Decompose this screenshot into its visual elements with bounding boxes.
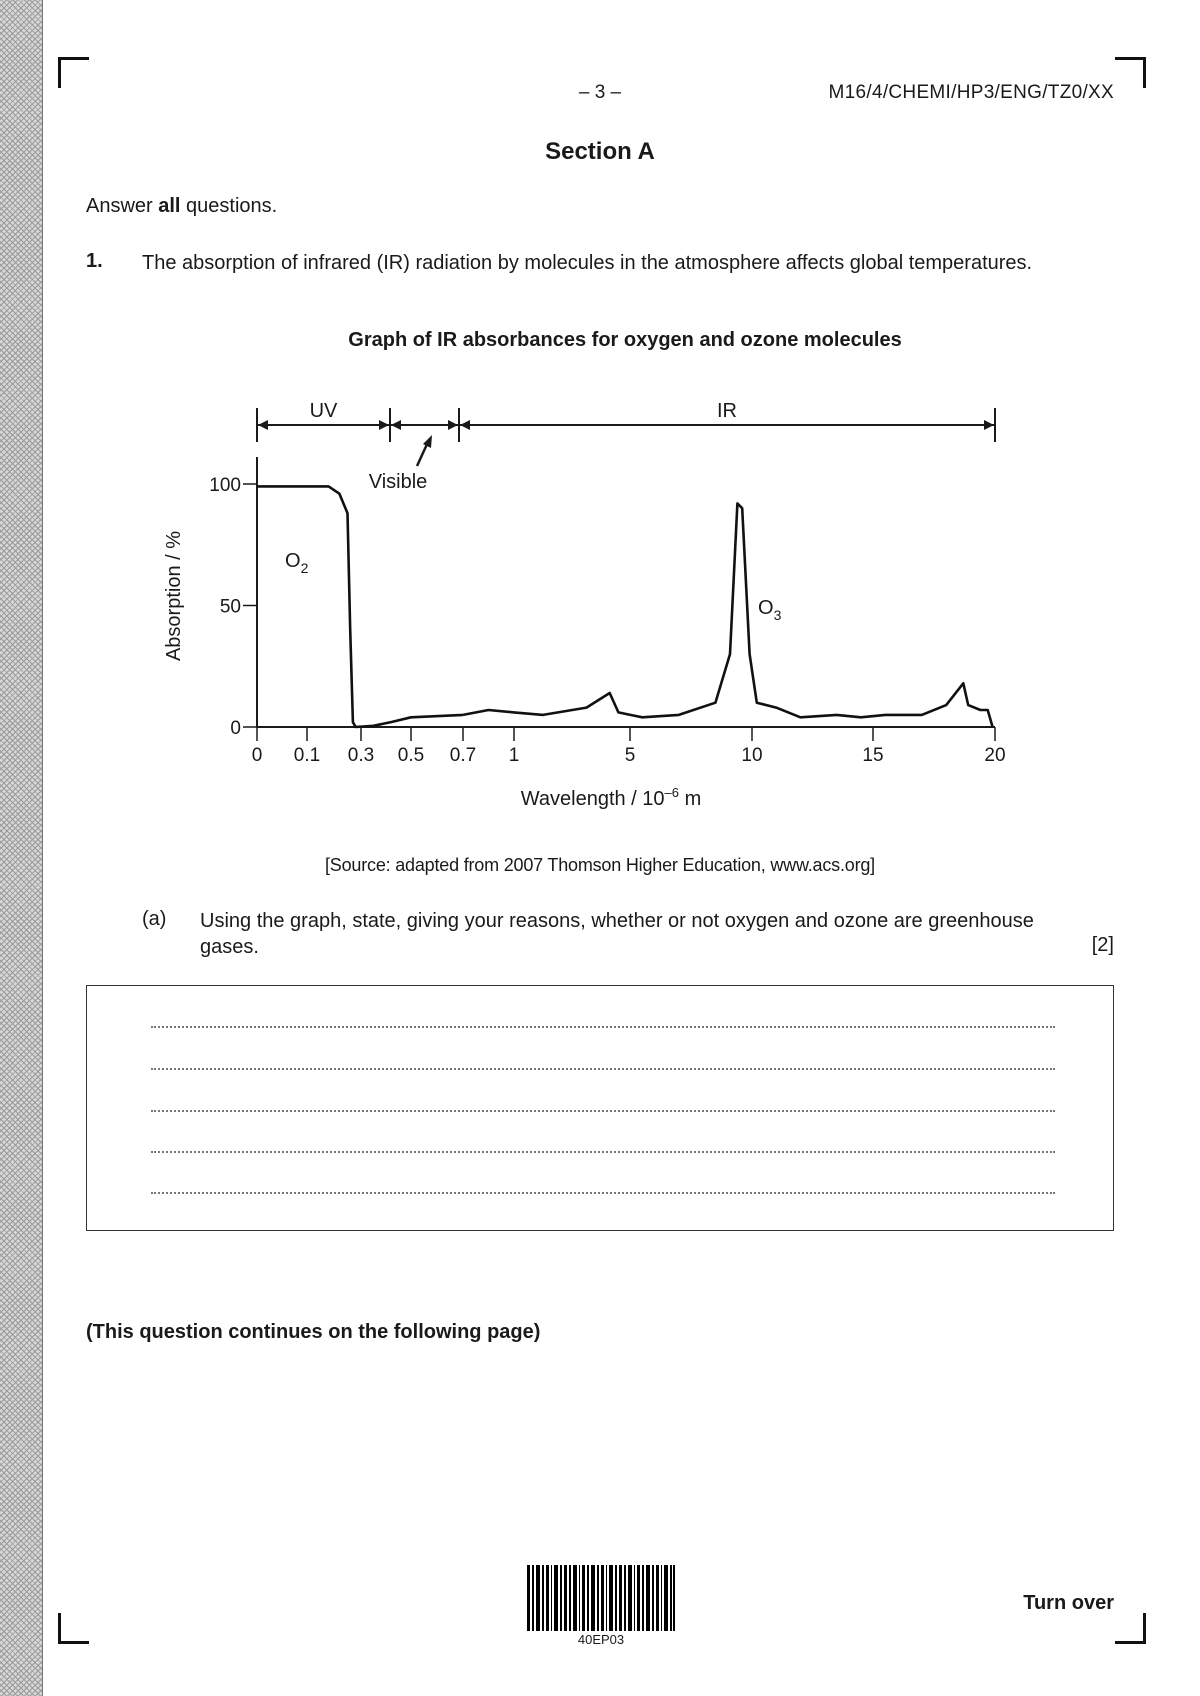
series-label: $O_2$ (285, 550, 309, 576)
continuation-note: (This question continues on the following page) (86, 1321, 541, 1343)
sub-question-text: Using the graph, state, giving your reasons, whether or not oxygen and ozone are greenhouse gases. (200, 910, 1034, 958)
x-tick-label: 15 (862, 745, 884, 766)
answer-box[interactable] (86, 985, 1114, 1231)
region-label-uv: UV (309, 400, 338, 422)
question-number: 1. (86, 250, 103, 272)
answer-line[interactable] (151, 1026, 1055, 1028)
x-tick-label: 0.7 (449, 745, 477, 766)
region-label-visible: Visible (368, 471, 428, 493)
x-tick-label: 1 (508, 745, 520, 766)
region-arrow (448, 420, 458, 430)
section-title: Section A (545, 138, 655, 165)
y-axis-label: Absorption / % (163, 530, 185, 662)
page-number: – 3 – (578, 82, 622, 103)
sub-question-letter: (a) (142, 908, 167, 930)
x-tick-label: 0.3 (347, 745, 375, 766)
question-text: The absorption of infrared (IR) radiation by molecules in the atmosphere affects global temperatures. (142, 252, 1033, 274)
answer-line[interactable] (151, 1068, 1055, 1070)
series-line-o2 (257, 486, 463, 727)
visible-pointer-head (423, 435, 432, 448)
region-arrow (391, 420, 401, 430)
x-axis-label: Wavelength / $10^{-6}$ m (520, 785, 702, 810)
graph-title: Graph of IR absorbances for oxygen and ozone molecules (348, 329, 902, 351)
y-tick-label: 0 (230, 718, 241, 739)
x-tick-label: 0.5 (397, 745, 425, 766)
x-tick-label: 0 (251, 745, 263, 766)
paper-code: M16/4/CHEMI/HP3/ENG/TZ0/XX (828, 82, 1114, 103)
barcode (527, 1565, 675, 1631)
region-arrow (379, 420, 389, 430)
region-arrow (460, 420, 470, 430)
series-label: $O_3$ (758, 597, 782, 623)
x-tick-label: 10 (741, 745, 763, 766)
x-tick-label: 5 (624, 745, 636, 766)
barcode-text: 40EP03 (577, 1632, 625, 1647)
region-arrow (984, 420, 994, 430)
graph-source: [Source: adapted from 2007 Thomson Higher Education, www.acs.org] (325, 855, 875, 875)
instruction-pre: Answer (86, 195, 159, 217)
series-line-o3 (463, 503, 993, 727)
answer-line[interactable] (151, 1192, 1055, 1194)
region-arrow (258, 420, 268, 430)
x-tick-label: 20 (984, 745, 1006, 766)
answer-line[interactable] (151, 1110, 1055, 1112)
instruction-post: questions. (180, 195, 278, 217)
region-label-ir: IR (717, 400, 737, 422)
answer-line[interactable] (151, 1151, 1055, 1153)
turn-over: Turn over (1023, 1592, 1114, 1614)
y-tick-label: 100 (209, 475, 241, 496)
instruction-bold: all (158, 195, 181, 217)
marks: [2] (1091, 934, 1114, 956)
y-tick-label: 50 (219, 596, 241, 618)
x-tick-label: 0.1 (293, 745, 321, 766)
